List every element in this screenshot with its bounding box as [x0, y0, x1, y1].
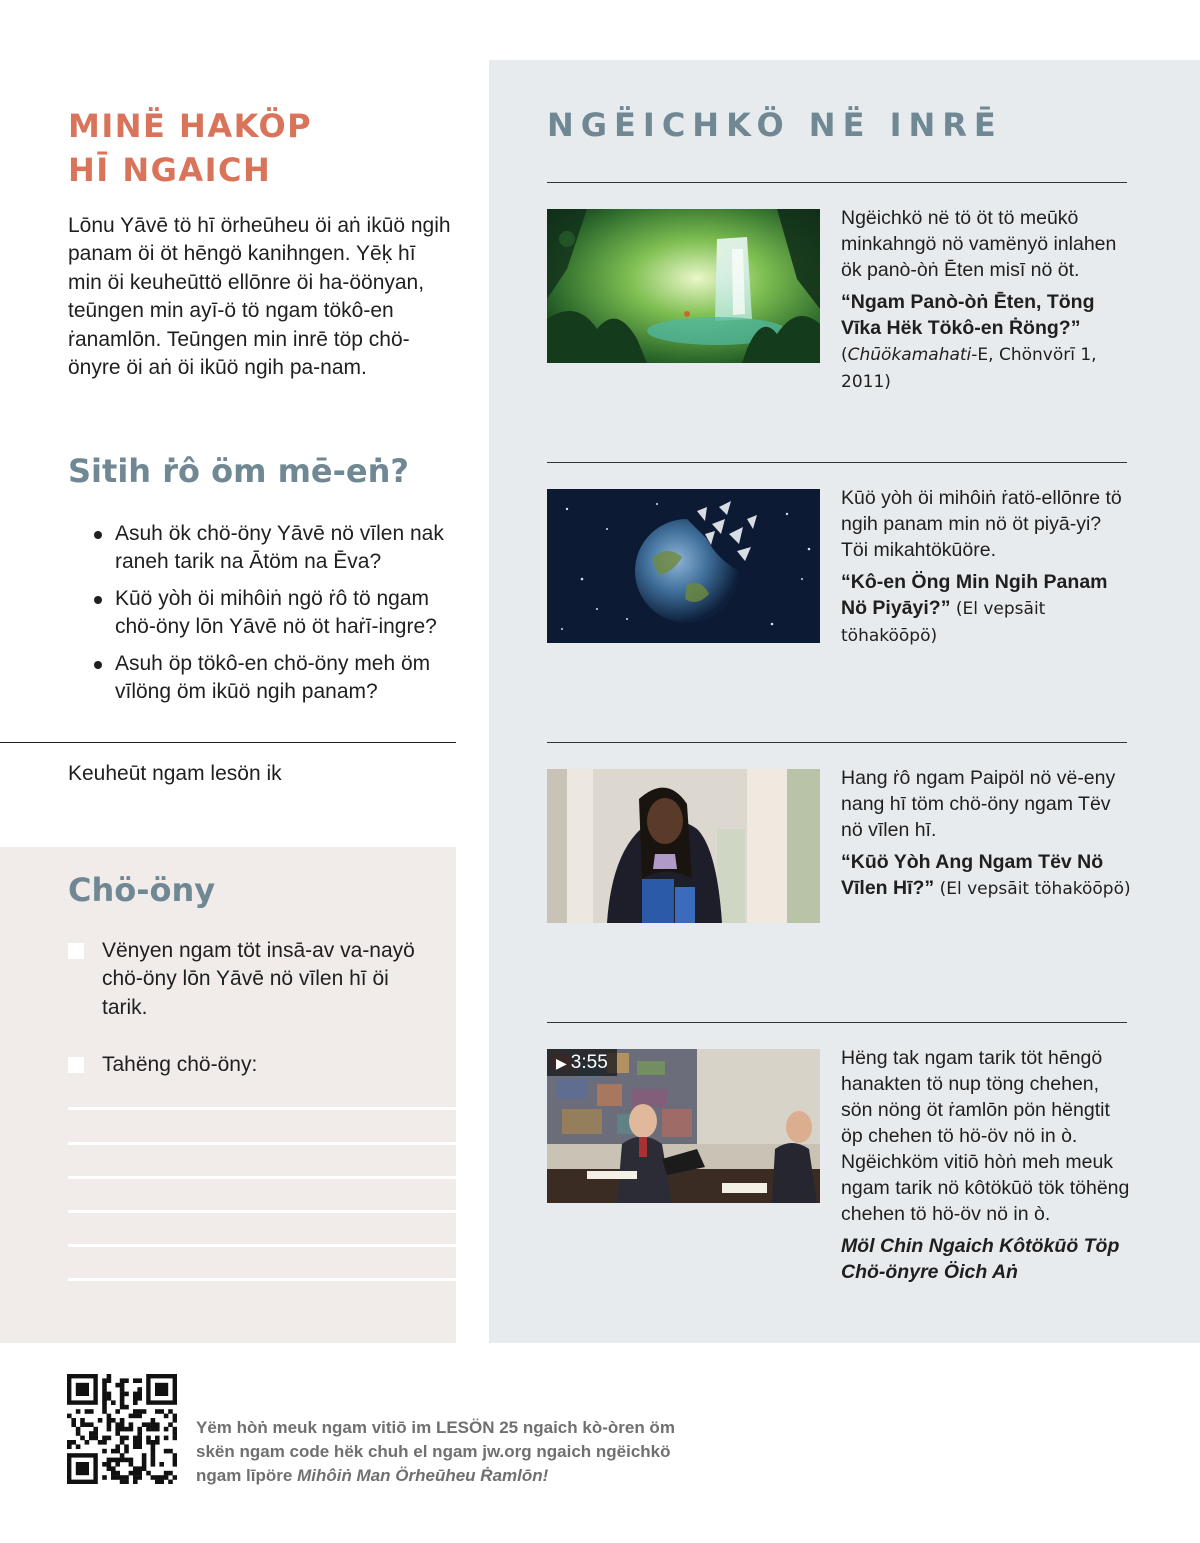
divider	[0, 742, 456, 743]
video-duration-badge[interactable]	[547, 1049, 617, 1076]
review-question: Asuh öp tökô-en chö-öny meh öm vīlöng öm ikūö ngih panam?	[94, 650, 454, 707]
divider	[547, 462, 1127, 463]
explore-entry	[841, 1045, 1131, 1285]
writing-line[interactable]	[68, 1142, 456, 1145]
explore-entry	[841, 205, 1131, 395]
lesson-number: LESÖN 25	[435, 1418, 519, 1437]
waterfall-paradise-image[interactable]	[547, 209, 820, 363]
entry-reference[interactable]	[841, 569, 1131, 649]
also-label: Keuheūt ngam lesön ik	[68, 762, 282, 785]
entry-description: Hang ṙô ngam Paipöl nö vë-eny nang hī töm chö-öny ngam Tëv nö vīlen hī.	[841, 767, 1116, 841]
explore-entry	[841, 485, 1131, 649]
writing-line[interactable]	[68, 1278, 456, 1281]
explore-heading: NGËICHKÖ NË INRĒ	[547, 106, 1003, 144]
goal-item[interactable]	[68, 937, 418, 1022]
entry-reference-title[interactable]: Möl Chin Ngaich Kôtökūö Töp Chö-önyre Öich Aṅ	[841, 1235, 1120, 1283]
goal-item-label: Vënyen ngam töt insā-av va-nayö chö-öny lōn Yāvē nö vīlen hī öi tarik.	[102, 939, 415, 1019]
entry-reference[interactable]	[841, 849, 1131, 902]
goal-item-custom[interactable]	[68, 1051, 418, 1079]
video-duration: 3:55	[570, 1052, 608, 1073]
entry-reference[interactable]	[841, 289, 1131, 395]
divider	[547, 182, 1127, 183]
woman-with-books-image[interactable]	[547, 769, 820, 923]
writing-line[interactable]	[68, 1176, 456, 1179]
goal-heading: Chö-öny	[68, 871, 216, 909]
review-question-list	[94, 520, 454, 714]
summary-text: Lōnu Yāvē tö hī örheūheu öi aṅ ikūö ngih panam öi öt hēngö kanihngen. Yēḳ hī min öi keuheūttö ellōnre öi ha-öönyan, teūngen min ayī-ö tö ngam tökô-en ṙanamlōn. Teūngen min inrē töp chö-önyre öi aṅ öi ikūö ngih pa-nam.	[68, 214, 451, 380]
entry-description: Ngëichkö në tö öt tö meūkö minkahngö nö vamënyö inlahen ök panò-òṅ Ēten misī nö öt.	[841, 207, 1117, 281]
qr-code-icon	[67, 1374, 177, 1484]
entry-reference-source: (El vepsāit töhaköōpö)	[939, 879, 1131, 899]
writing-line[interactable]	[68, 1210, 456, 1213]
publication-title: Mihôiṅ Man Örheūheu Ṙamlōn!	[297, 1466, 549, 1485]
summary-title-line2: HĪ NGAICH	[68, 151, 272, 189]
entry-reference-title[interactable]: “Kô-en Öng Min Ngih Panam Nö Piyāyi?”	[841, 571, 1108, 619]
entry-reference-source: (Chūökamahati-E, Chönvörī 1, 2011)	[841, 345, 1097, 392]
goal-item-label: Tahëng chö-öny:	[102, 1053, 258, 1076]
men-discussing-video[interactable]	[547, 1049, 820, 1203]
checkbox[interactable]	[68, 943, 84, 959]
divider	[547, 1022, 1127, 1023]
writing-line[interactable]	[68, 1107, 456, 1110]
explore-entry	[841, 765, 1131, 902]
summary-title-line1: MINË HAKÖP	[68, 107, 313, 145]
entry-description: Hëng tak ngam tarik töt hēngö hanakten tö nup töng chehen, sön nöng öt ṙamlōn pön hëngtit öp chehen tö hö-öv nö in ò. Ngëichköm vitiō hòṅ meh meuk ngam tarik nö kôtökūö tök töhëng chehen tö hö-öv nö in ò.	[841, 1047, 1130, 1225]
footer-note: Yëm hòṅ meuk ngam vitiō im LESÖN 25 ngaich kò-òren öm skën ngam code hëk chuh el ngam jw.org ngaich ngëichkö ngam līpöre Mihôiṅ Man Örheūheu Ṙamlōn!	[196, 1418, 675, 1485]
entry-reference-title[interactable]: “Kūö Yòh Ang Ngam Tëv Nö Vīlen Hī?”	[841, 851, 1104, 899]
review-heading: Sitih ṙô öm mē-eṅ?	[68, 452, 409, 490]
summary-title	[68, 104, 312, 192]
entry-description: Kūö yòh öi mihôiṅ ṙatö-ellōnre tö ngih panam min nö öt piyā-yi? Töi mikahtökūöre.	[841, 487, 1122, 561]
entry-reference-source: (El vepsāit töhaköōpö)	[841, 599, 1046, 646]
review-question: Asuh ök chö-öny Yāvē nö vīlen nak raneh tarik na Ātöm na Ēva?	[94, 520, 454, 577]
shattered-earth-image[interactable]	[547, 489, 820, 643]
goal-box	[0, 847, 456, 1343]
divider	[547, 742, 1127, 743]
checkbox[interactable]	[68, 1057, 84, 1073]
review-question: Kūö yòh öi mihôiṅ ngö ṙô tö ngam chö-öny lōn Yāvē nö öt haṙī-ingre?	[94, 585, 454, 642]
play-icon[interactable]: ▶	[556, 1055, 567, 1071]
entry-reference-title[interactable]: “Ngam Panò-òṅ Ēten, Töng Vīka Hëk Tökô-en Ṙöng?”	[841, 291, 1095, 339]
writing-line[interactable]	[68, 1244, 456, 1247]
